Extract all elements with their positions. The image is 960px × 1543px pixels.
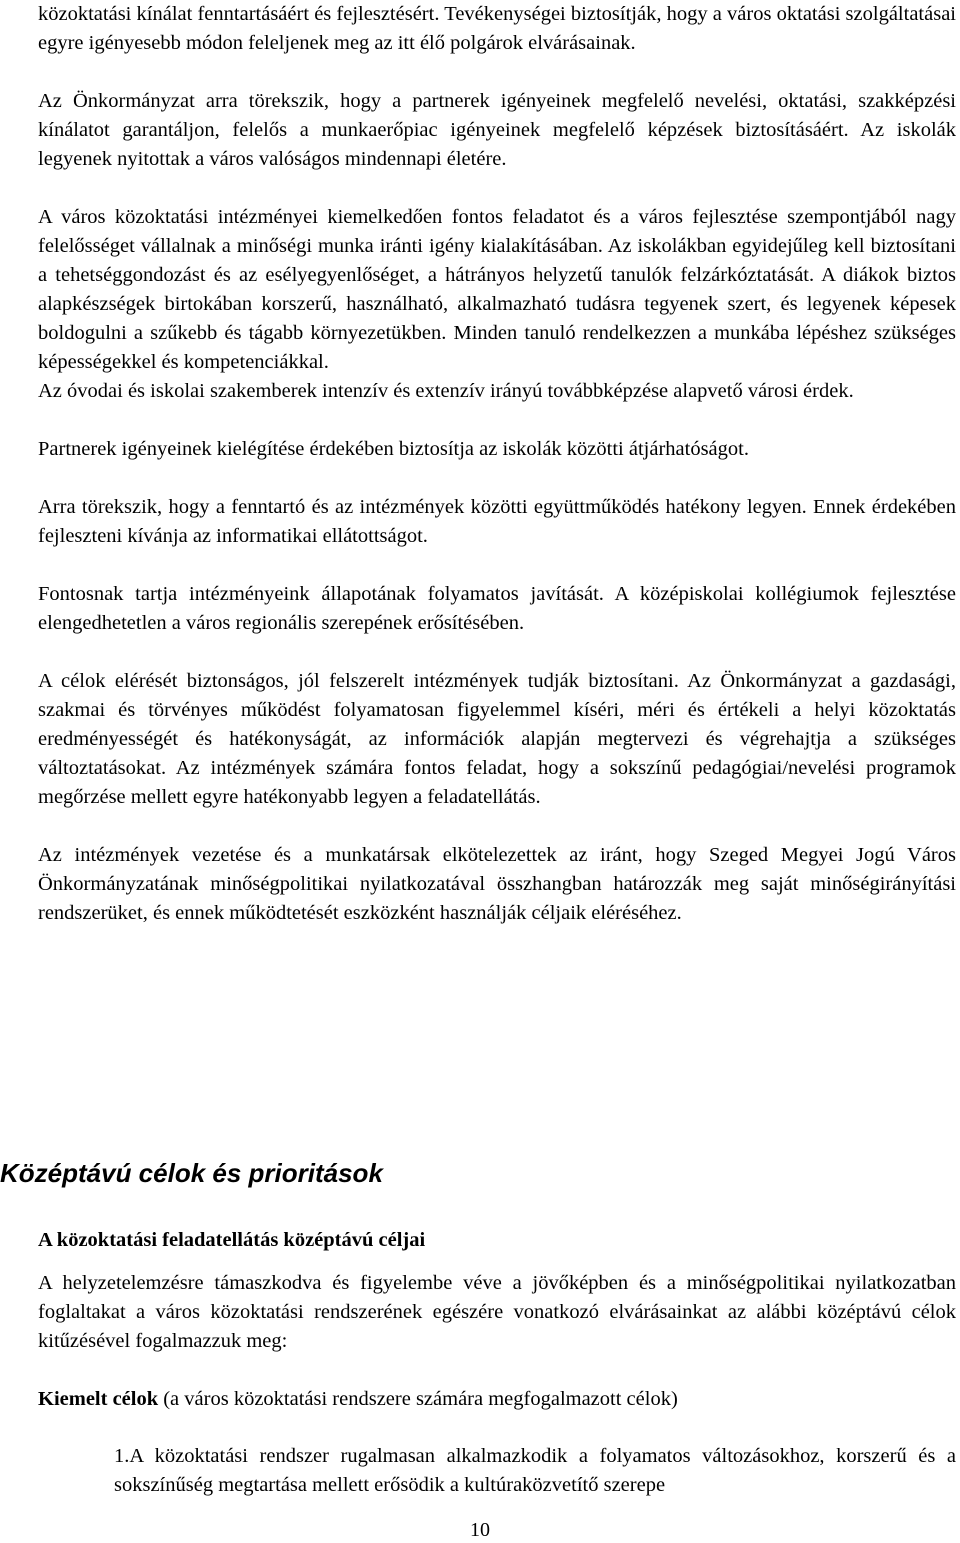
highlight-label: Kiemelt célok: [38, 1388, 159, 1410]
body-text-top: [38, 0, 956, 928]
paragraph-6: Arra törekszik, hogy a fenntartó és az intézmények közötti együttműködés hatékony legyen. Ennek érdekében fejleszteni kívánja az informatikai ellátottságot.: [38, 496, 956, 547]
highlight-line: [38, 1385, 956, 1414]
highlight-note: (a város közoktatási rendszere számára megfogalmazott célok): [163, 1388, 678, 1410]
paragraph-7: Fontosnak tartja intézményeink állapotának folyamatos javítását. A középiskolai kollégiumok fejlesztése elengedhetetlen a város regionális szerepének erősítésében.: [38, 583, 956, 634]
paragraph-2: Az Önkormányzat arra törekszik, hogy a partnerek igényeinek megfelelő nevelési, oktatási, szakképzési kínálatot garantáljon, felelős a munkaerőpiac igényeinek megfelelő képzések biztosításáért. Az iskolák legyenek nyitottak a város valóságos mindennapi életére.: [38, 90, 956, 170]
paragraph-5: Partnerek igényeinek kielégítése érdekében biztosítja az iskolák közötti átjárhatóságot.: [38, 438, 749, 460]
paragraph-1: közoktatási kínálat fenntartásáért és fejlesztésért. Tevékenységei biztosítják, hogy a város oktatási szolgáltatásai egyre igényesebb módon feleljenek meg az itt élő polgárok elvárásainak.: [38, 3, 956, 54]
goal-list: [38, 1442, 956, 1500]
paragraph-9: Az intézmények vezetése és a munkatársak elkötelezettek az iránt, hogy Szeged Megyei Jogú Város Önkormányzatának minőségpolitikai nyilatkozatával összhangban határozzák meg saját minőségirányítási rendszerüket, és ennek működtetését eszközként használják céljaik eléréséhez.: [38, 844, 956, 924]
section-heading: Középtávú célok és prioritások: [0, 1158, 383, 1188]
paragraph-4: Az óvodai és iskolai szakemberek intenzív és extenzív irányú továbbképzése alapvető városi érdek.: [38, 380, 854, 402]
paragraph-8: A célok elérését biztonságos, jól felszerelt intézmények tudják biztosítani. Az Önkormányzat a gazdasági, szakmai és törvényes működést folyamatosan figyelemmel kíséri, méri és értékeli a helyi közoktatás eredményességét és hatékonyságát, az információk alapján megtervezi és végrehajtja a szükséges változtatásokat. Az intézmények számára fontos feladat, hogy a sokszínű pedagógiai/nevelési programok megőrzése mellett egyre hatékonyabb legyen a feladatellátás.: [38, 670, 956, 808]
list-item-text: A közoktatási rendszer rugalmasan alkalmazkodik a folyamatos változásokhoz, korszerű és a sokszínűség megtartása mellett erősödik a kultúraközvetítő szerepe: [114, 1445, 956, 1496]
subsection-heading: A közoktatási feladatellátás középtávú céljai: [38, 1229, 426, 1251]
list-item: [114, 1442, 956, 1500]
subsection-paragraph: A helyzetelemzésre támaszkodva és figyelembe véve a jövőképben és a minőségpolitikai nyilatkozatban foglaltakat a város közoktatási rendszerének egészére vonatkozó elvárásainkat az alábbi középtávú célok kitűzésével fogalmazzuk meg:: [38, 1272, 956, 1352]
paragraph-3: A város közoktatási intézményei kiemelkedően fontos feladatot és a város fejlesztése szempontjából nagy felelősséget vállalnak a minőségi munka iránti igény kialakításában. Az iskolákban egyidejűleg kell biztosítani a tehetséggondozást és az esélyegyenlőséget, a hátrányos helyzetű tanulók felzárkóztatását. A diákok biztos alapkészségek birtokában korszerű, használható, alkalmazható tudásra tegyenek szert, és legyenek képesek boldogulni a szűkebb és tágabb környezetükben. Minden tanuló rendelkezzen a munkába lépéshez szükséges képességekkel és kompetenciákkal.: [38, 206, 956, 373]
list-item-number: 1.: [114, 1445, 130, 1467]
page-number: 10: [470, 1519, 490, 1541]
subsection-block: [38, 1226, 956, 1500]
